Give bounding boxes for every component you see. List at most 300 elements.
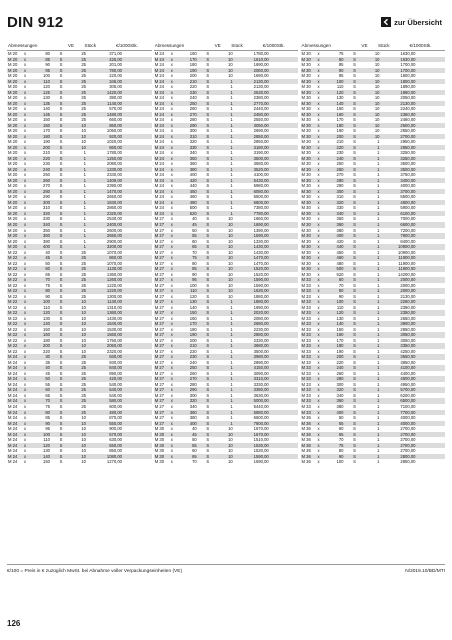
pieces: 10	[374, 73, 380, 79]
ve-code: S	[206, 387, 210, 393]
ve-code: S	[59, 404, 63, 409]
pieces: 10	[374, 56, 380, 62]
length: 110	[336, 304, 344, 310]
price: 570,00	[109, 106, 122, 112]
thread-size: M 24	[8, 409, 18, 415]
ve-code: S	[353, 315, 356, 321]
ve-code: S	[353, 67, 356, 73]
price: 3330,00	[253, 381, 269, 387]
price: 1780,00	[106, 150, 122, 156]
length: 75	[338, 51, 344, 56]
ve-code: S	[206, 128, 210, 134]
times-sign: x	[23, 210, 27, 216]
pieces: 1	[230, 155, 233, 161]
times-sign: x	[317, 73, 320, 79]
ve-code: S	[353, 271, 356, 277]
price: 1590,00	[253, 277, 269, 283]
times-sign: x	[23, 62, 27, 68]
times-sign: x	[23, 448, 27, 454]
header-pieces: Stück	[231, 42, 243, 48]
thread-size: M 22	[8, 343, 18, 349]
times-sign: x	[23, 326, 27, 332]
price: 3630,00	[253, 392, 269, 398]
price: 5500,00	[400, 194, 416, 200]
pieces: 10	[81, 304, 86, 310]
length: 190	[43, 139, 50, 145]
times-sign: x	[170, 459, 173, 465]
length: 200	[336, 354, 344, 360]
price: 3520,00	[253, 166, 269, 172]
pieces: 1	[230, 415, 233, 421]
thread-size: M 24	[154, 62, 165, 68]
pieces: 1	[83, 194, 86, 200]
thread-size: M 36	[301, 431, 311, 437]
ve-code: S	[353, 62, 356, 68]
price: 7380,00	[253, 205, 269, 211]
ve-code: S	[353, 332, 356, 338]
price: 2950,00	[400, 144, 416, 150]
length: 90	[338, 453, 344, 459]
ve-code: S	[59, 56, 63, 62]
thread-size: M 24	[154, 106, 165, 112]
length: 65	[192, 244, 197, 250]
thread-size: M 22	[8, 348, 18, 354]
times-sign: x	[170, 415, 173, 421]
length: 320	[189, 398, 197, 404]
price: 540,00	[109, 392, 122, 398]
ve-code: S	[59, 304, 63, 310]
pieces: 1	[377, 409, 380, 415]
price: 10900,00	[398, 244, 416, 250]
thread-size: M 36	[301, 453, 311, 459]
ve-code: S	[206, 100, 210, 106]
times-sign: x	[170, 315, 173, 321]
ve-code: S	[206, 172, 210, 178]
thread-size: M 24	[154, 199, 165, 205]
ve-code: S	[59, 448, 63, 454]
pieces: 1	[83, 161, 86, 167]
thread-size: M 27	[154, 244, 165, 250]
length: 290	[336, 183, 344, 189]
length: 480	[189, 199, 197, 205]
pieces: 1	[230, 188, 233, 194]
times-sign: x	[23, 117, 27, 123]
price: 3310,00	[253, 376, 269, 382]
length: 150	[189, 310, 197, 316]
price: 540,00	[109, 381, 122, 387]
thread-size: M 20	[8, 139, 18, 145]
ve-code: S	[59, 95, 63, 101]
pieces: 1	[377, 150, 380, 156]
times-sign: x	[170, 117, 173, 123]
price: 1590,00	[253, 459, 269, 465]
thread-size: M 33	[301, 299, 311, 305]
length: 90	[45, 62, 50, 68]
times-sign: x	[23, 354, 27, 360]
price: 2230,00	[253, 326, 269, 332]
times-sign: x	[317, 365, 320, 371]
price: 3580,00	[253, 161, 269, 167]
times-sign: x	[170, 67, 173, 73]
times-sign: x	[23, 122, 27, 128]
pieces: 10	[228, 227, 233, 233]
thread-size: M 30	[301, 122, 311, 128]
pieces: 1	[377, 216, 380, 222]
times-sign: x	[317, 221, 320, 227]
length: 180	[43, 133, 50, 139]
thread-size: M 22	[8, 299, 18, 305]
times-sign: x	[317, 271, 320, 277]
length: 60	[192, 448, 197, 454]
price: 2850,00	[253, 133, 269, 139]
thread-size: M 24	[154, 139, 165, 145]
thread-size: M 20	[8, 238, 18, 244]
length: 190	[336, 348, 344, 354]
price: 2390,00	[106, 183, 122, 189]
thread-size: M 24	[8, 376, 18, 382]
times-sign: x	[23, 420, 27, 426]
thread-size: M 24	[8, 370, 18, 376]
length: 270	[43, 183, 50, 189]
times-sign: x	[317, 431, 320, 437]
times-sign: x	[317, 233, 320, 239]
length: 260	[43, 177, 50, 183]
times-sign: x	[23, 315, 27, 321]
ve-code: S	[206, 326, 210, 332]
length: 140	[189, 304, 197, 310]
pieces: 10	[374, 111, 380, 117]
times-sign: x	[317, 227, 320, 233]
pieces: 1	[230, 111, 233, 117]
ve-code: S	[353, 199, 356, 205]
pieces: 10	[374, 95, 380, 101]
length: 300	[336, 381, 344, 387]
header-price: €/1000Stk.	[409, 42, 432, 48]
header-price: €/1000Stk.	[262, 42, 285, 48]
thread-size: M 20	[8, 100, 18, 106]
ve-code: S	[206, 144, 210, 150]
price: 5980,00	[253, 183, 269, 189]
length: 130	[43, 95, 50, 101]
square-arrow-icon	[381, 17, 391, 27]
times-sign: x	[317, 315, 320, 321]
times-sign: x	[317, 161, 320, 167]
times-sign: x	[23, 51, 27, 56]
length: 500	[189, 205, 197, 211]
times-sign: x	[170, 89, 173, 95]
price: 1220,00	[106, 288, 122, 294]
pieces: 1	[377, 188, 380, 194]
price: 3050,00	[400, 337, 416, 343]
ve-code: S	[206, 210, 210, 216]
ve-code: S	[353, 326, 356, 332]
pieces: 25	[81, 249, 86, 255]
thread-size: M 24	[8, 459, 18, 465]
thread-size: M 24	[8, 354, 18, 360]
thread-size: M 22	[8, 266, 18, 272]
thread-size: M 20	[8, 227, 18, 233]
price: 4000,00	[400, 183, 416, 189]
thread-size: M 24	[154, 183, 165, 189]
thread-size: M 33	[301, 354, 311, 360]
price: 1670,00	[253, 426, 269, 432]
ve-code: S	[206, 188, 210, 194]
length: 75	[45, 404, 50, 409]
ve-code: S	[59, 348, 63, 354]
times-sign: x	[23, 293, 27, 299]
price: 3500,00	[400, 166, 416, 172]
ve-code: S	[353, 448, 356, 454]
pieces: 1	[230, 381, 233, 387]
pieces: 25	[81, 370, 86, 376]
price: 3380,00	[253, 387, 269, 393]
ve-code: S	[206, 266, 210, 272]
ve-code: S	[206, 238, 210, 244]
table-row	[301, 459, 446, 465]
pieces: 1	[377, 337, 380, 343]
thread-size: M 30	[301, 111, 311, 117]
times-sign: x	[317, 387, 320, 393]
ve-code: S	[206, 227, 210, 233]
price: 860,00	[109, 122, 122, 128]
ve-code: S	[353, 426, 356, 432]
length: 220	[189, 84, 197, 90]
ve-code: S	[353, 155, 356, 161]
times-sign: x	[170, 343, 173, 349]
ve-code: S	[353, 354, 356, 360]
pieces: 10	[81, 431, 86, 437]
price: 1530,00	[253, 448, 269, 454]
length: 90	[45, 293, 50, 299]
pieces: 25	[81, 67, 86, 73]
price: 1830,00	[106, 199, 122, 205]
ve-code: S	[59, 210, 63, 216]
ve-code: S	[59, 62, 63, 68]
times-sign: x	[317, 56, 320, 62]
ve-code: S	[206, 161, 210, 167]
times-sign: x	[317, 321, 320, 327]
price: 220,00	[109, 73, 122, 79]
thread-size: M 30	[154, 437, 165, 443]
ve-code: S	[59, 51, 63, 56]
pieces: 1	[230, 144, 233, 150]
length: 180	[189, 62, 197, 68]
length: 310	[336, 194, 344, 200]
times-sign: x	[23, 387, 27, 393]
price: 3550,00	[400, 354, 416, 360]
thread-size: M 33	[301, 409, 311, 415]
price: 780,00	[109, 67, 122, 73]
length: 150	[43, 117, 50, 123]
thread-size: M 27	[154, 420, 165, 426]
pieces: 10	[228, 233, 233, 239]
ve-code: S	[206, 420, 210, 426]
times-sign: x	[170, 95, 173, 101]
ve-code: S	[206, 166, 210, 172]
times-sign: x	[170, 227, 173, 233]
ve-code: S	[59, 194, 63, 200]
times-sign: x	[23, 437, 27, 443]
pieces: 1	[377, 326, 380, 332]
length: 500	[336, 266, 344, 272]
header-dimensions: Abmessungen	[154, 42, 185, 48]
footer-reference: N/2019.10/BD/MTI	[405, 569, 445, 574]
pieces: 1	[230, 161, 233, 167]
thread-size: M 36	[301, 437, 311, 443]
length: 70	[338, 282, 344, 288]
pieces: 1	[83, 238, 86, 244]
pieces: 10	[81, 420, 86, 426]
pieces: 25	[81, 398, 86, 404]
times-sign: x	[170, 172, 173, 178]
pieces: 10	[81, 128, 86, 134]
ve-code: S	[353, 431, 356, 437]
times-sign: x	[23, 260, 27, 266]
length: 75	[45, 282, 50, 288]
ve-code: S	[59, 233, 63, 239]
thread-size: M 20	[8, 188, 18, 194]
price: 5440,00	[253, 404, 269, 409]
price: 890,00	[109, 370, 122, 376]
price: 1130,00	[107, 266, 122, 272]
pieces: 10	[81, 437, 86, 443]
length: 90	[338, 293, 344, 299]
price: 1520,00	[253, 266, 269, 272]
price: 2020,00	[253, 310, 269, 316]
ve-code: S	[206, 150, 210, 156]
pieces: 1	[377, 426, 380, 432]
ve-code: S	[206, 288, 210, 294]
price: 1480,00	[106, 111, 122, 117]
times-sign: x	[170, 150, 173, 156]
times-sign: x	[23, 106, 27, 112]
times-sign: x	[170, 260, 173, 266]
ve-code: S	[206, 133, 210, 139]
price: 7000,00	[400, 216, 416, 222]
pieces: 25	[81, 100, 86, 106]
price: 650,00	[109, 442, 122, 448]
length: 340	[43, 221, 50, 227]
thread-size: M 24	[8, 404, 18, 409]
times-sign: x	[317, 150, 320, 156]
times-sign: x	[23, 78, 27, 84]
price: 2770,00	[253, 100, 269, 106]
thread-size: M 30	[301, 95, 311, 101]
pieces: 10	[81, 337, 86, 343]
times-sign: x	[170, 128, 173, 134]
times-sign: x	[23, 282, 27, 288]
price: 6080,00	[253, 188, 269, 194]
price: 1250,00	[106, 155, 122, 161]
times-sign: x	[23, 233, 27, 239]
times-sign: x	[317, 381, 320, 387]
pieces: 1	[377, 244, 380, 250]
pieces: 10	[81, 332, 86, 338]
length: 125	[43, 89, 50, 95]
thread-size: M 27	[154, 365, 165, 371]
length: 290	[43, 194, 50, 200]
pieces: 1	[377, 332, 380, 338]
length: 55	[338, 420, 344, 426]
pieces: 10	[228, 288, 233, 294]
pieces: 10	[81, 426, 86, 432]
thread-size: M 30	[301, 194, 311, 200]
pieces: 1	[230, 409, 233, 415]
times-sign: x	[170, 78, 173, 84]
length: 170	[189, 321, 197, 327]
length: 50	[192, 437, 197, 443]
price: 1690,00	[253, 73, 269, 79]
times-sign: x	[170, 332, 173, 338]
times-sign: x	[170, 326, 173, 332]
table-column-3	[301, 40, 446, 560]
price: 1390,00	[253, 227, 269, 233]
ve-code: S	[353, 177, 356, 183]
times-sign: x	[23, 238, 27, 244]
price: 630,00	[109, 437, 122, 443]
thread-size: M 30	[301, 271, 311, 277]
times-sign: x	[23, 459, 27, 465]
thread-size: M 27	[154, 293, 165, 299]
thread-size: M 24	[154, 100, 165, 106]
ve-code: S	[206, 453, 210, 459]
ve-code: S	[206, 282, 210, 288]
table-rows	[7, 51, 152, 465]
times-sign: x	[317, 442, 320, 448]
ve-code: S	[353, 420, 356, 426]
ve-code: S	[59, 67, 63, 73]
ve-code: S	[206, 381, 210, 387]
pieces: 10	[81, 453, 86, 459]
length: 260	[336, 370, 344, 376]
thread-size: M 24	[154, 161, 165, 167]
pieces: 1	[377, 437, 380, 443]
thread-size: M 33	[301, 288, 311, 294]
times-sign: x	[23, 177, 27, 183]
times-sign: x	[23, 370, 27, 376]
ve-code: S	[59, 199, 63, 205]
length: 320	[43, 210, 50, 216]
times-sign: x	[23, 453, 27, 459]
price: 6600,00	[253, 415, 269, 421]
length: 160	[189, 51, 197, 56]
length: 400	[189, 172, 197, 178]
length: 170	[336, 117, 344, 123]
pieces: 25	[81, 354, 86, 360]
back-to-overview-link[interactable]	[381, 17, 442, 27]
thread-size: M 24	[154, 155, 165, 161]
thread-size: M 33	[301, 343, 311, 349]
pieces: 1	[377, 392, 380, 398]
ve-code: S	[353, 293, 356, 299]
ve-code: S	[353, 310, 356, 316]
ve-code: S	[59, 370, 63, 376]
times-sign: x	[170, 398, 173, 404]
header-ve: VE	[361, 42, 368, 48]
times-sign: x	[317, 216, 320, 222]
ve-code: S	[353, 387, 356, 393]
price: 2800,00	[400, 453, 416, 459]
ve-code: S	[206, 67, 210, 73]
pieces: 1	[230, 139, 233, 145]
pieces: 10	[228, 442, 233, 448]
pieces: 10	[81, 122, 86, 128]
price: 3050,00	[253, 122, 269, 128]
times-sign: x	[23, 299, 27, 305]
times-sign: x	[23, 155, 27, 161]
times-sign: x	[317, 310, 320, 316]
length: 280	[189, 381, 197, 387]
